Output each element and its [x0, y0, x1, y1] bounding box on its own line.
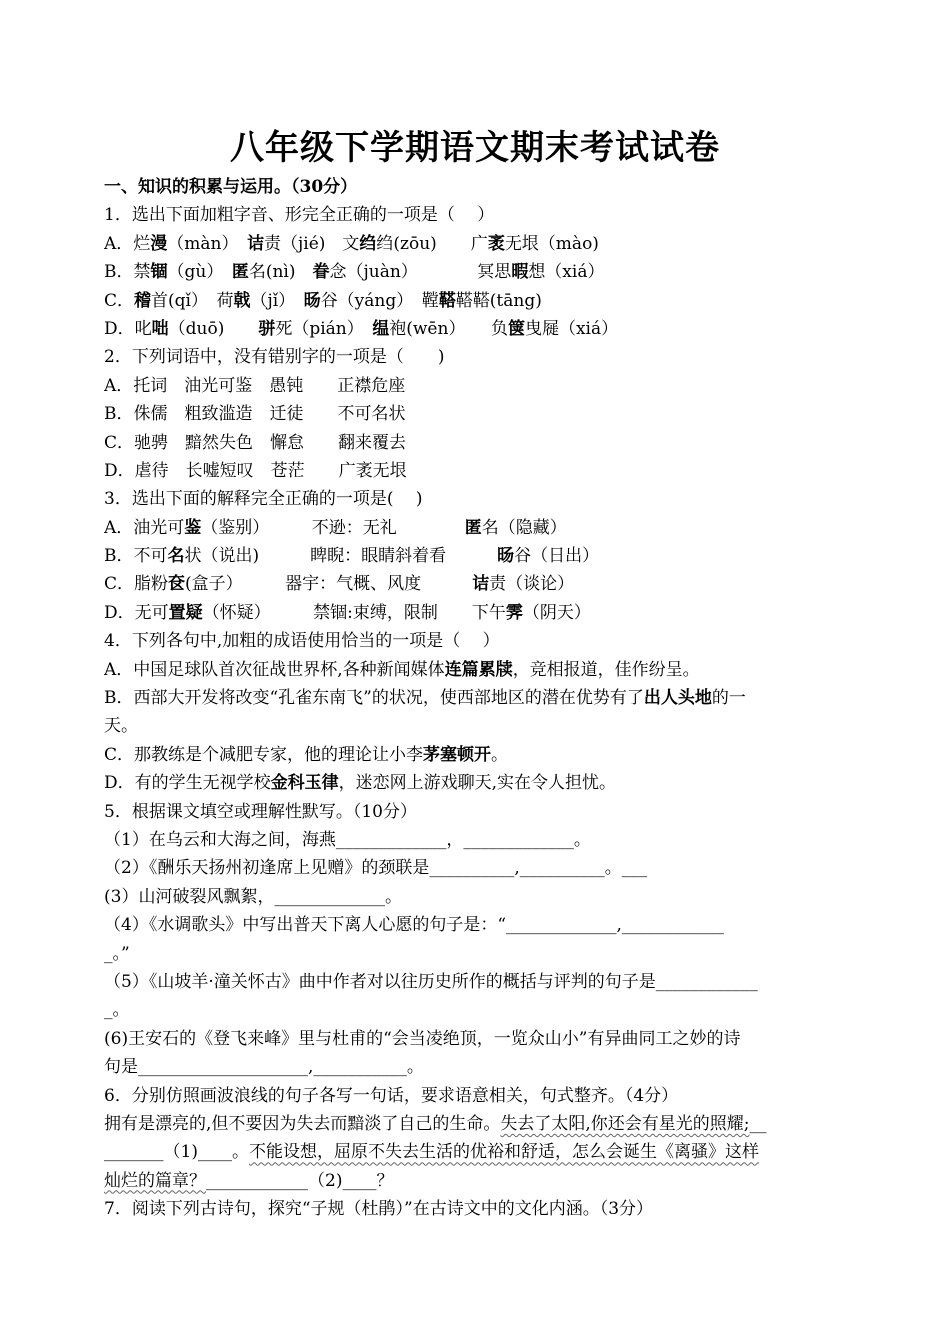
q5-blank-6: (6)王安石的《登飞来峰》里与杜甫的“会当凌绝顶，一览众山小”有异曲同工之妙的诗 — [104, 1028, 741, 1049]
question-4-stem: 4．下列各句中,加粗的成语使用恰当的一项是（ ） — [104, 631, 500, 652]
q5-blank-5-cont: _。 — [104, 1000, 130, 1021]
q2-option-b: B．侏儒 粗致滥造 迁徒 不可名状 — [104, 404, 406, 425]
page-title: 八年级下学期语文期末考试试卷 — [230, 128, 720, 168]
q4-option-c: C．那教练是个减肥专家，他的理论让小李茅塞顿开。 — [104, 744, 509, 765]
question-1-stem: 1．选出下面加粗字音、形完全正确的一项是（ ） — [104, 205, 495, 226]
q3-option-b: B．不可名状（说出) 睥睨：眼睛斜着看 旸谷（日出） — [104, 546, 600, 567]
q5-blank-2: （2）《酬乐天扬州初逢席上见赠》的颈联是__________,__________。___ — [104, 858, 648, 879]
q4-option-d: D．有的学生无视学校金科玉律，迷恋网上游戏聊天,实在令人担忧。 — [104, 773, 617, 794]
q5-blank-3: (3）山河破裂风飘絮，_____________。 — [104, 886, 402, 907]
question-3-stem: 3．选出下面的解释完全正确的一项是( ) — [104, 489, 423, 510]
question-5-stem: 5．根据课文填空或理解性默写。（10分） — [104, 801, 417, 822]
q1-option-c: C．稽首(qǐ） 荷戟（jǐ） 旸谷（yáng） 鞺鞳鞳鞳(tāng) — [104, 290, 542, 311]
wavy-underlined-text: 灿烂的篇章？ — [104, 1170, 206, 1191]
q2-option-a: A．托词 油光可鉴 愚钝 正襟危座 — [104, 375, 406, 396]
wavy-underlined-text: 失去了太阳,你还会有星光的照耀; — [500, 1113, 750, 1134]
q5-blank-4-cont: _。” — [104, 943, 130, 964]
q2-option-d: D．虐待 长嘘短叹 苍茫 广袤无垠 — [104, 460, 407, 481]
q6-line-3: 灿烂的篇章？____________（2)____？ — [104, 1170, 394, 1191]
q6-line-1: 拥有是漂亮的,但不要因为失去而黯淡了自己的生命。失去了太阳,你还会有星光的照耀;__ — [104, 1113, 767, 1134]
q5-blank-4: （4）《水调歌头》中写出普天下离人心愿的句子是：“_____________,____________ — [104, 915, 724, 936]
q5-blank-1: （1）在乌云和大海之间，海燕_____________，_____________。 — [104, 829, 591, 850]
q2-option-c: C．驰骋 黯然失色 懈怠 翻来覆去 — [104, 432, 407, 453]
q3-option-d: D．无可置疑（怀疑） 禁锢:束缚，限制 下午霁（阴天） — [104, 602, 591, 623]
q1-option-b: B．禁锢（gù） 匿名(nì) 眷念（juàn） 冥思暇想（xiá） — [104, 262, 605, 283]
q4-option-a: A．中国足球队首次征战世界杯,各种新闻媒体连篇累牍，竞相报道，佳作纷呈。 — [104, 659, 700, 680]
q1-option-d: D．叱咄（duō) 骈死（pián） 缊袍(wēn） 负箧曳屣（xiá） — [104, 318, 619, 339]
q4-option-b-cont: 天。 — [104, 716, 138, 737]
section-heading: 一、知识的积累与运用。（30分） — [104, 177, 358, 197]
wavy-underlined-text: 不能设想，屈原不失去生活的优裕和舒适，怎么会诞生《离骚》这样 — [248, 1142, 759, 1163]
q1-option-a: A．烂漫（màn） 诘责（jié) 文绉绉(zōu) 广袤无垠（mào) — [104, 233, 599, 254]
question-6-stem: 6．分别仿照画波浪线的句子各写一句话，要求语意相关，句式整齐。（4分） — [104, 1085, 679, 1106]
exam-body — [104, 173, 850, 1223]
q4-option-b: B．西部大开发将改变“孔雀东南飞”的状况，使西部地区的潜在优势有了出人头地的一 — [104, 688, 746, 709]
q5-blank-6-cont: 句是____________________,___________。 — [104, 1057, 424, 1078]
question-7-stem: 7．阅读下列古诗句，探究“子规（杜鹃）”在古诗文中的文化内涵。（3分） — [104, 1199, 654, 1220]
q3-option-c: C．脂粉奁(盒子） 器宇：气概、风度 诘责（谈论） — [104, 574, 575, 595]
q3-option-a: A．油光可鉴（鉴别） 不逊：无礼 匿名（隐藏） — [104, 517, 567, 538]
q5-blank-5: （5）《山坡羊·潼关怀古》曲中作者对以往历史所作的概括与评判的句子是____________ — [104, 971, 758, 992]
q6-line-2: _______（1)____。不能设想，屈原不失去生活的优裕和舒适，怎么会诞生《离骚》这样 — [104, 1142, 759, 1163]
question-2-stem: 2．下列词语中，没有错别字的一项是（ ) — [104, 347, 445, 368]
